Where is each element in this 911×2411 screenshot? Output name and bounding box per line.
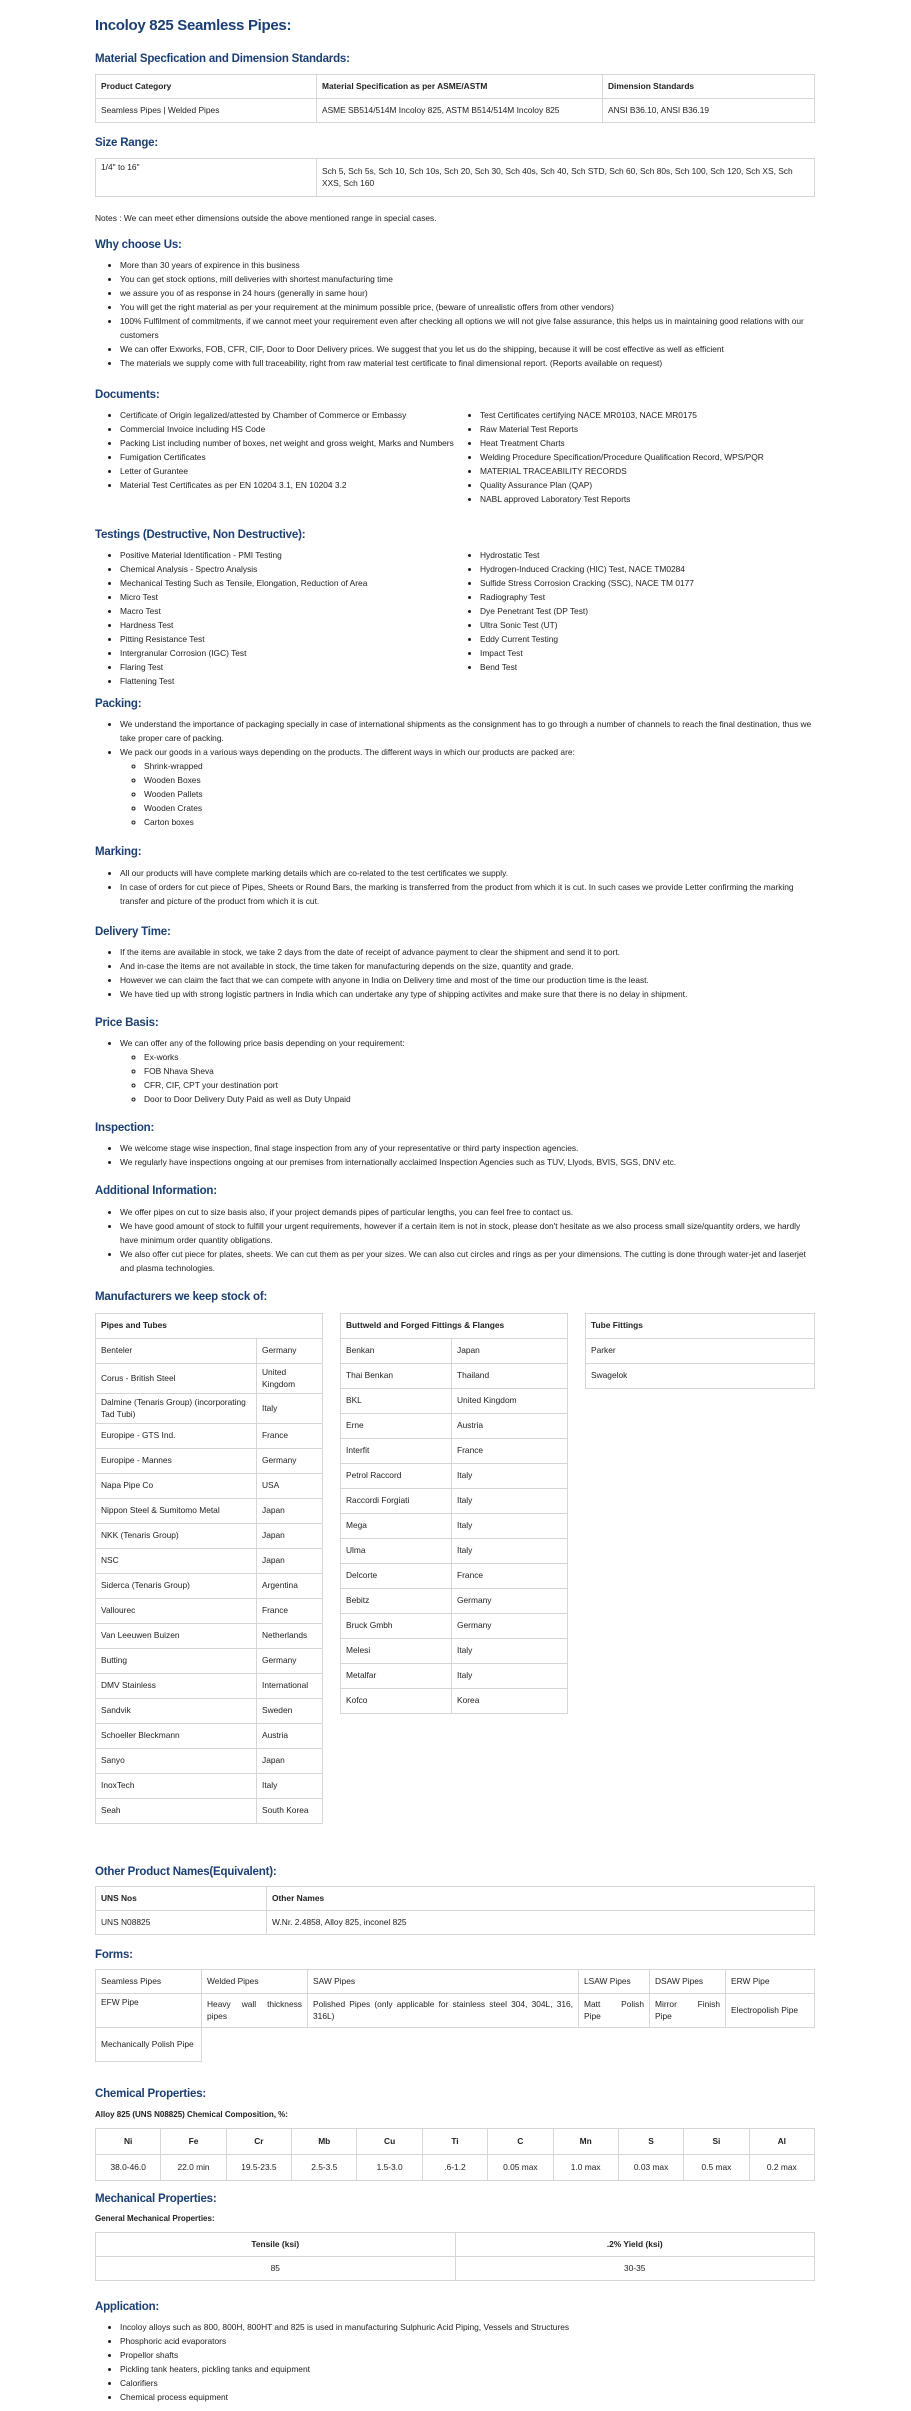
documents-list-left bbox=[95, 408, 455, 506]
element-header: Cu bbox=[357, 2129, 422, 2155]
table-cell: Parker bbox=[586, 1339, 815, 1364]
list-item: ◦ Wooden Boxes bbox=[144, 773, 815, 787]
table-row bbox=[341, 1339, 568, 1364]
table-row bbox=[341, 1439, 568, 1464]
list-item: • Flattening Test bbox=[120, 674, 455, 688]
manufacturer-country: France bbox=[452, 1564, 568, 1589]
element-header: Mb bbox=[292, 2129, 357, 2155]
table-cell: Seamless Pipes | Welded Pipes bbox=[96, 99, 317, 123]
table-row bbox=[341, 1614, 568, 1639]
element-value: 1.0 max bbox=[553, 2155, 618, 2181]
list-item: • Raw Material Test Reports bbox=[480, 422, 815, 436]
delivery-list bbox=[95, 945, 815, 1001]
list-item: • Chemical process equipment bbox=[120, 2390, 815, 2404]
manufacturer-name: Kofco bbox=[341, 1689, 452, 1714]
table-header: .2% Yield (ksi) bbox=[455, 2233, 815, 2257]
manufacturer-country: Germany bbox=[257, 1339, 323, 1364]
manufacturer-country: Austria bbox=[452, 1414, 568, 1439]
manufacturer-country: Japan bbox=[452, 1339, 568, 1364]
element-header: C bbox=[488, 2129, 553, 2155]
list-item: ◦ Ex-works bbox=[144, 1050, 815, 1064]
table-row bbox=[96, 1499, 323, 1524]
table-header: UNS Nos bbox=[96, 1887, 267, 1911]
element-header: Ni bbox=[96, 2129, 161, 2155]
manufacturer-country: France bbox=[257, 1599, 323, 1624]
manufacturer-name: Nippon Steel & Sumitomo Metal bbox=[96, 1499, 257, 1524]
list-item: • Certificate of Origin legalized/attested by Chamber of Commerce or Embassy bbox=[120, 408, 455, 422]
table-row bbox=[96, 1364, 323, 1394]
manufacturer-name: InoxTech bbox=[96, 1774, 257, 1799]
list-item: • We have good amount of stock to fulfill your urgent requirements, however if a certain item is not in stock, please don't hesitate as we also process small size/quantity orders, we hardly have minimum order quantity obligations. bbox=[120, 1219, 815, 1247]
delivery-heading: Delivery Time: bbox=[95, 926, 171, 938]
testings-list-right bbox=[455, 548, 815, 688]
manufacturer-name: Thai Benkan bbox=[341, 1364, 452, 1389]
manufacturer-country: Germany bbox=[452, 1589, 568, 1614]
testings-list-left bbox=[95, 548, 455, 688]
manufacturer-name: NKK (Tenaris Group) bbox=[96, 1524, 257, 1549]
list-item: • You will get the right material as per your requirement at the minimum possible price, (beware of unrealistic offers from other vendors) bbox=[120, 300, 815, 314]
list-item: • We also offer cut piece for plates, sheets. We can cut them as per your sizes. We can also cut circles and rings as per your dimensions. The cutting is done through water-jet and laserjet and plasma technologies. bbox=[120, 1247, 815, 1275]
mechanical-subheading: General Mechanical Properties: bbox=[95, 2214, 215, 2223]
manufacturer-name: Corus - British Steel bbox=[96, 1364, 257, 1394]
list-item: • Letter of Gurantee bbox=[120, 464, 455, 478]
other-names-table bbox=[95, 1886, 815, 1935]
list-item: ◦ FOB Nhava Sheva bbox=[144, 1064, 815, 1078]
list-item: • Positive Material Identification - PMI Testing bbox=[120, 548, 455, 562]
table-cell: Sch 5, Sch 5s, Sch 10, Sch 10s, Sch 20, Sch 30, Sch 40s, Sch 40, Sch STD, Sch 60, Sch 80s, Sch 100, Sch 120, Sch XS, Sch XXS, Sch 160 bbox=[317, 159, 815, 197]
table-cell: ANSI B36.10, ANSI B36.19 bbox=[603, 99, 815, 123]
element-value: 0.05 max bbox=[488, 2155, 553, 2181]
table-row bbox=[96, 1549, 323, 1574]
chemical-table bbox=[95, 2128, 815, 2181]
list-item: • We offer pipes on cut to size basis also, if your project demands pipes of particular lengths, you can feel free to contact us. bbox=[120, 1205, 815, 1219]
material-spec-heading: Material Specfication and Dimension Standards: bbox=[95, 53, 350, 65]
manufacturer-name: Seah bbox=[96, 1799, 257, 1824]
element-value: 1.5-3.0 bbox=[357, 2155, 422, 2181]
price-sublist bbox=[120, 1050, 815, 1106]
table-cell: Heavy wall thickness pipes bbox=[202, 1994, 308, 2028]
manufacturer-country: Korea bbox=[452, 1689, 568, 1714]
manufacturer-name: Europipe - GTS Ind. bbox=[96, 1424, 257, 1449]
table-row bbox=[341, 1464, 568, 1489]
list-item: • Eddy Current Testing bbox=[480, 632, 815, 646]
element-header: Ti bbox=[422, 2129, 487, 2155]
packing-heading: Packing: bbox=[95, 698, 142, 710]
manufacturer-country: Germany bbox=[257, 1449, 323, 1474]
table-row bbox=[341, 1664, 568, 1689]
manufacturer-name: Sandvik bbox=[96, 1699, 257, 1724]
list-item: • We regularly have inspections ongoing at our premises from internationally acclaimed Inspection Agencies such as TUV, Llyods, BVIS, SGS, DNV etc. bbox=[120, 1155, 815, 1169]
list-item: • Flaring Test bbox=[120, 660, 455, 674]
element-header: Fe bbox=[161, 2129, 226, 2155]
table-cell: Mirror Finish Pipe bbox=[650, 1994, 726, 2028]
manufacturer-country: Italy bbox=[452, 1489, 568, 1514]
list-item: • 100% Fulfilment of commitments, if we cannot meet your requirement even after checking all options we will not give false assurance, this helps us in maintaining good relations with our customers bbox=[120, 314, 815, 342]
table-header: Buttweld and Forged Fittings & Flanges bbox=[341, 1314, 568, 1339]
table-row bbox=[96, 1674, 323, 1699]
table-header: Material Specification as per ASME/ASTM bbox=[317, 75, 603, 99]
list-item: • Micro Test bbox=[120, 590, 455, 604]
table-header: Tensile (ksi) bbox=[96, 2233, 456, 2257]
manufacturer-name: Melesi bbox=[341, 1639, 452, 1664]
element-value: 0.2 max bbox=[749, 2155, 814, 2181]
list-item-text: We can offer any of the following price basis depending on your requirement: bbox=[120, 1038, 405, 1048]
manufacturer-name: BKL bbox=[341, 1389, 452, 1414]
packing-list bbox=[95, 717, 815, 829]
manufacturer-country: France bbox=[257, 1424, 323, 1449]
pipes-table-body bbox=[96, 1339, 323, 1824]
list-item: ◦ Door to Door Delivery Duty Paid as well as Duty Unpaid bbox=[144, 1092, 815, 1106]
page-title: Incoloy 825 Seamless Pipes: bbox=[95, 17, 292, 34]
list-item: • Quality Assurance Plan (QAP) bbox=[480, 478, 815, 492]
manufacturer-name: Napa Pipe Co bbox=[96, 1474, 257, 1499]
testings-heading: Testings (Destructive, Non Destructive): bbox=[95, 529, 306, 541]
table-row bbox=[96, 1449, 323, 1474]
list-item: ◦ Wooden Crates bbox=[144, 801, 815, 815]
manufacturer-country: Italy bbox=[452, 1639, 568, 1664]
element-header: S bbox=[618, 2129, 683, 2155]
chemical-subheading: Alloy 825 (UNS N08825) Chemical Composition, %: bbox=[95, 2110, 288, 2119]
notes-text: Notes : We can meet ether dimensions outside the above mentioned range in special cases. bbox=[95, 213, 437, 223]
manufacturer-country: Japan bbox=[257, 1549, 323, 1574]
table-cell: Mechanically Polish Pipe bbox=[96, 2028, 202, 2062]
manufacturer-name: Interfit bbox=[341, 1439, 452, 1464]
documents-heading: Documents: bbox=[95, 389, 160, 401]
manufacturer-name: Metalfar bbox=[341, 1664, 452, 1689]
manufacturer-name: Van Leeuwen Buizen bbox=[96, 1624, 257, 1649]
list-item: • However we can claim the fact that we can compete with anyone in India on Delivery time and most of the time our production time is the least. bbox=[120, 973, 815, 987]
tube-fittings-table bbox=[585, 1313, 815, 1389]
packing-sublist bbox=[120, 759, 815, 829]
manufacturer-country: Italy bbox=[452, 1664, 568, 1689]
list-item: • we assure you of as response in 24 hours (generally in same hour) bbox=[120, 286, 815, 300]
list-item: • If the items are available in stock, we take 2 days from the date of receipt of advance payment to clear the shipment and send it to port. bbox=[120, 945, 815, 959]
other-names-heading: Other Product Names(Equivalent): bbox=[95, 1866, 277, 1878]
price-heading: Price Basis: bbox=[95, 1017, 159, 1029]
list-item: • Intergranular Corrosion (IGC) Test bbox=[120, 646, 455, 660]
list-item-text: We pack our goods in a various ways depending on the products. The different ways in which our products are packed are: bbox=[120, 747, 575, 757]
marking-list bbox=[95, 866, 815, 908]
documents-list-right bbox=[455, 408, 815, 506]
list-item: • Calorifiers bbox=[120, 2376, 815, 2390]
table-row bbox=[341, 1489, 568, 1514]
list-item: • Propellor shafts bbox=[120, 2348, 815, 2362]
list-item: • Welding Procedure Specification/Procedure Qualification Record, WPS/PQR bbox=[480, 450, 815, 464]
list-item: • Dye Penetrant Test (DP Test) bbox=[480, 604, 815, 618]
table-row bbox=[96, 1799, 323, 1824]
additional-heading: Additional Information: bbox=[95, 1185, 217, 1197]
list-item: • We understand the importance of packaging specially in case of international shipments as the consignment has to go through a number of channels to reach the final destination, thus we take proper care of packing. bbox=[120, 717, 815, 745]
table-cell: Polished Pipes (only applicable for stainless steel 304, 304L, 316, 316L) bbox=[308, 1994, 579, 2028]
table-cell: 1/4" to 16" bbox=[96, 159, 317, 197]
manufacturer-country: USA bbox=[257, 1474, 323, 1499]
table-cell: DSAW Pipes bbox=[650, 1970, 726, 1994]
element-value: 38.0-46.0 bbox=[96, 2155, 161, 2181]
list-item: ◦ Shrink-wrapped bbox=[144, 759, 815, 773]
list-item: ◦ Wooden Pallets bbox=[144, 787, 815, 801]
manufacturer-country: France bbox=[452, 1439, 568, 1464]
fittings-table-body bbox=[341, 1339, 568, 1714]
table-cell: Seamless Pipes bbox=[96, 1970, 202, 1994]
element-value: 2.5-3.5 bbox=[292, 2155, 357, 2181]
manufacturer-country: Germany bbox=[452, 1614, 568, 1639]
forms-table bbox=[95, 1969, 815, 2062]
table-row bbox=[96, 1624, 323, 1649]
manufacturer-name: Schoeller Bleckmann bbox=[96, 1724, 257, 1749]
table-cell: Matt Polish Pipe bbox=[579, 1994, 650, 2028]
manufacturer-name: Bebitz bbox=[341, 1589, 452, 1614]
manufacturer-name: DMV Stainless bbox=[96, 1674, 257, 1699]
list-item: • We can offer Exworks, FOB, CFR, CIF, Door to Door Delivery prices. We suggest that you let us do the shipping, because it will be cost effective as well as efficient bbox=[120, 342, 815, 356]
manufacturer-country: Italy bbox=[452, 1539, 568, 1564]
list-item: • Bend Test bbox=[480, 660, 815, 674]
table-cell: Welded Pipes bbox=[202, 1970, 308, 1994]
element-header: Mn bbox=[553, 2129, 618, 2155]
fittings-table bbox=[340, 1313, 568, 1714]
list-item bbox=[120, 745, 815, 829]
element-value: 22.0 min bbox=[161, 2155, 226, 2181]
list-item: • Macro Test bbox=[120, 604, 455, 618]
table-row bbox=[96, 1394, 323, 1424]
list-item: • Pitting Resistance Test bbox=[120, 632, 455, 646]
element-value: 19.5-23.5 bbox=[226, 2155, 291, 2181]
list-item: • More than 30 years of expirence in this business bbox=[120, 258, 815, 272]
manufacturer-country: United Kingdom bbox=[257, 1364, 323, 1394]
why-list bbox=[95, 258, 815, 370]
pipes-table bbox=[95, 1313, 323, 1824]
list-item: • Radiography Test bbox=[480, 590, 815, 604]
element-value: .6-1.2 bbox=[422, 2155, 487, 2181]
table-cell: Swagelok bbox=[586, 1364, 815, 1389]
table-row bbox=[341, 1689, 568, 1714]
table-header: Product Category bbox=[96, 75, 317, 99]
list-item: • Commercial Invoice including HS Code bbox=[120, 422, 455, 436]
table-row bbox=[341, 1589, 568, 1614]
manufacturer-name: Dalmine (Tenaris Group) (incorporating Tad Tubi) bbox=[96, 1394, 257, 1424]
manufacturer-country: Germany bbox=[257, 1649, 323, 1674]
list-item: • Packing List including number of boxes, net weight and gross weight, Marks and Numbers bbox=[120, 436, 455, 450]
manufacturers-heading: Manufacturers we keep stock of: bbox=[95, 1291, 268, 1303]
table-cell: W.Nr. 2.4858, Alloy 825, inconel 825 bbox=[267, 1911, 815, 1935]
table-header: Dimension Standards bbox=[603, 75, 815, 99]
chemical-heading: Chemical Properties: bbox=[95, 2088, 207, 2100]
mechanical-heading: Mechanical Properties: bbox=[95, 2193, 217, 2205]
manufacturer-name: Benkan bbox=[341, 1339, 452, 1364]
manufacturer-name: Europipe - Mannes bbox=[96, 1449, 257, 1474]
list-item: • Fumigation Certificates bbox=[120, 450, 455, 464]
list-item: ◦ CFR, CIF, CPT your destination port bbox=[144, 1078, 815, 1092]
table-header: Tube Fittings bbox=[586, 1314, 815, 1339]
material-spec-table bbox=[95, 74, 815, 123]
manufacturer-country: South Korea bbox=[257, 1799, 323, 1824]
list-item: • Phosphoric acid evaporators bbox=[120, 2334, 815, 2348]
table-cell: 30-35 bbox=[455, 2257, 815, 2281]
manufacturer-name: Ulma bbox=[341, 1539, 452, 1564]
manufacturer-name: Delcorte bbox=[341, 1564, 452, 1589]
list-item: • All our products will have complete marking details which are co-related to the test certificates we supply. bbox=[120, 866, 815, 880]
application-heading: Application: bbox=[95, 2301, 160, 2313]
element-header: Al bbox=[749, 2129, 814, 2155]
manufacturer-country: Thailand bbox=[452, 1364, 568, 1389]
table-cell: ERW Pipe bbox=[726, 1970, 815, 1994]
manufacturer-country: Netherlands bbox=[257, 1624, 323, 1649]
element-header: Cr bbox=[226, 2129, 291, 2155]
why-heading: Why choose Us: bbox=[95, 239, 182, 251]
inspection-heading: Inspection: bbox=[95, 1122, 155, 1134]
list-item: • Sulfide Stress Corrosion Cracking (SSC), NACE TM 0177 bbox=[480, 576, 815, 590]
table-row bbox=[96, 1699, 323, 1724]
manufacturer-name: Sanyo bbox=[96, 1749, 257, 1774]
table-row bbox=[341, 1414, 568, 1439]
table-header: Other Names bbox=[267, 1887, 815, 1911]
table-row bbox=[96, 1574, 323, 1599]
table-row bbox=[96, 1749, 323, 1774]
manufacturer-name: Butting bbox=[96, 1649, 257, 1674]
table-cell: 85 bbox=[96, 2257, 456, 2281]
manufacturer-name: Bruck Gmbh bbox=[341, 1614, 452, 1639]
list-item: • Chemical Analysis - Spectro Analysis bbox=[120, 562, 455, 576]
list-item: • Ultra Sonic Test (UT) bbox=[480, 618, 815, 632]
manufacturer-country: Japan bbox=[257, 1749, 323, 1774]
manufacturer-country: Italy bbox=[452, 1464, 568, 1489]
list-item: • Hydrostatic Test bbox=[480, 548, 815, 562]
element-header: Si bbox=[684, 2129, 749, 2155]
element-value: 0.03 max bbox=[618, 2155, 683, 2181]
list-item: • Heat Treatment Charts bbox=[480, 436, 815, 450]
list-item: • Test Certificates certifying NACE MR0103, NACE MR0175 bbox=[480, 408, 815, 422]
list-item: • In case of orders for cut piece of Pipes, Sheets or Round Bars, the marking is transferred from the product from which it is cut. In such cases we provide Letter confirming the marking transfer and picture of the product from which it is cut. bbox=[120, 880, 815, 908]
list-item: • Pickling tank heaters, pickling tanks and equipment bbox=[120, 2362, 815, 2376]
table-cell: LSAW Pipes bbox=[579, 1970, 650, 1994]
list-item: • We have tied up with strong logistic partners in India which can undertake any type of shipping activites and make sure that there is no delay in shipment. bbox=[120, 987, 815, 1001]
table-cell: ASME SB514/514M Incoloy 825, ASTM B514/514M Incoloy 825 bbox=[317, 99, 603, 123]
table-cell: Electropolish Pipe bbox=[726, 1994, 815, 2028]
manufacturer-country: Sweden bbox=[257, 1699, 323, 1724]
list-item bbox=[120, 1036, 815, 1106]
manufacturer-name: Siderca (Tenaris Group) bbox=[96, 1574, 257, 1599]
list-item: • Incoloy alloys such as 800, 800H, 800HT and 825 is used in manufacturing Sulphuric Acid Piping, Vessels and Structures bbox=[120, 2320, 815, 2334]
table-row bbox=[96, 1599, 323, 1624]
manufacturer-country: Japan bbox=[257, 1524, 323, 1549]
list-item: • Hardness Test bbox=[120, 618, 455, 632]
size-range-heading: Size Range: bbox=[95, 137, 158, 149]
manufacturer-name: Vallourec bbox=[96, 1599, 257, 1624]
manufacturer-name: NSC bbox=[96, 1549, 257, 1574]
list-item: • The materials we supply come with full traceability, right from raw material test certificate to final dimensional report. (Reports available on request) bbox=[120, 356, 815, 370]
application-list bbox=[95, 2320, 815, 2404]
manufacturer-country: United Kingdom bbox=[452, 1389, 568, 1414]
price-list bbox=[95, 1036, 815, 1106]
table-row bbox=[341, 1514, 568, 1539]
table-row bbox=[96, 1474, 323, 1499]
table-cell: UNS N08825 bbox=[96, 1911, 267, 1935]
additional-list bbox=[95, 1205, 815, 1275]
manufacturer-name: Mega bbox=[341, 1514, 452, 1539]
table-row bbox=[96, 1424, 323, 1449]
table-row bbox=[96, 1524, 323, 1549]
table-row bbox=[341, 1564, 568, 1589]
table-header: Pipes and Tubes bbox=[96, 1314, 323, 1339]
table-row bbox=[341, 1389, 568, 1414]
table-cell: SAW Pipes bbox=[308, 1970, 579, 1994]
list-item: • Mechanical Testing Such as Tensile, Elongation, Reduction of Area bbox=[120, 576, 455, 590]
list-item: • We welcome stage wise inspection, final stage inspection from any of your representative or third party inspection agencies. bbox=[120, 1141, 815, 1155]
table-row bbox=[341, 1639, 568, 1664]
list-item: • Impact Test bbox=[480, 646, 815, 660]
marking-heading: Marking: bbox=[95, 846, 142, 858]
table-row bbox=[96, 1724, 323, 1749]
table-row bbox=[96, 1339, 323, 1364]
manufacturer-name: Petrol Raccord bbox=[341, 1464, 452, 1489]
manufacturer-country: International bbox=[257, 1674, 323, 1699]
list-item: • And in-case the items are not available in stock, the time taken for manufacturing depends on the size, quantity and grade. bbox=[120, 959, 815, 973]
manufacturer-name: Raccordi Forgiati bbox=[341, 1489, 452, 1514]
forms-heading: Forms: bbox=[95, 1949, 133, 1961]
table-cell: EFW Pipe bbox=[96, 1994, 202, 2028]
manufacturer-country: Italy bbox=[257, 1774, 323, 1799]
manufacturer-name: Benteler bbox=[96, 1339, 257, 1364]
inspection-list bbox=[95, 1141, 815, 1169]
list-item: • NABL approved Laboratory Test Reports bbox=[480, 492, 815, 506]
list-item: ◦ Carton boxes bbox=[144, 815, 815, 829]
manufacturer-country: Italy bbox=[257, 1394, 323, 1424]
manufacturer-country: Argentina bbox=[257, 1574, 323, 1599]
list-item: • Material Test Certificates as per EN 10204 3.1, EN 10204 3.2 bbox=[120, 478, 455, 492]
table-row bbox=[96, 1774, 323, 1799]
manufacturer-country: Japan bbox=[257, 1499, 323, 1524]
size-range-table bbox=[95, 158, 815, 197]
list-item: • You can get stock options, mill deliveries with shortest manufacturing time bbox=[120, 272, 815, 286]
list-item: • MATERIAL TRACEABILITY RECORDS bbox=[480, 464, 815, 478]
manufacturer-name: Erne bbox=[341, 1414, 452, 1439]
table-row bbox=[341, 1539, 568, 1564]
element-value: 0.5 max bbox=[684, 2155, 749, 2181]
mechanical-table bbox=[95, 2232, 815, 2281]
manufacturer-country: Italy bbox=[452, 1514, 568, 1539]
table-row bbox=[96, 1649, 323, 1674]
table-row bbox=[341, 1364, 568, 1389]
manufacturer-country: Austria bbox=[257, 1724, 323, 1749]
list-item: • Hydrogen-Induced Cracking (HIC) Test, NACE TM0284 bbox=[480, 562, 815, 576]
